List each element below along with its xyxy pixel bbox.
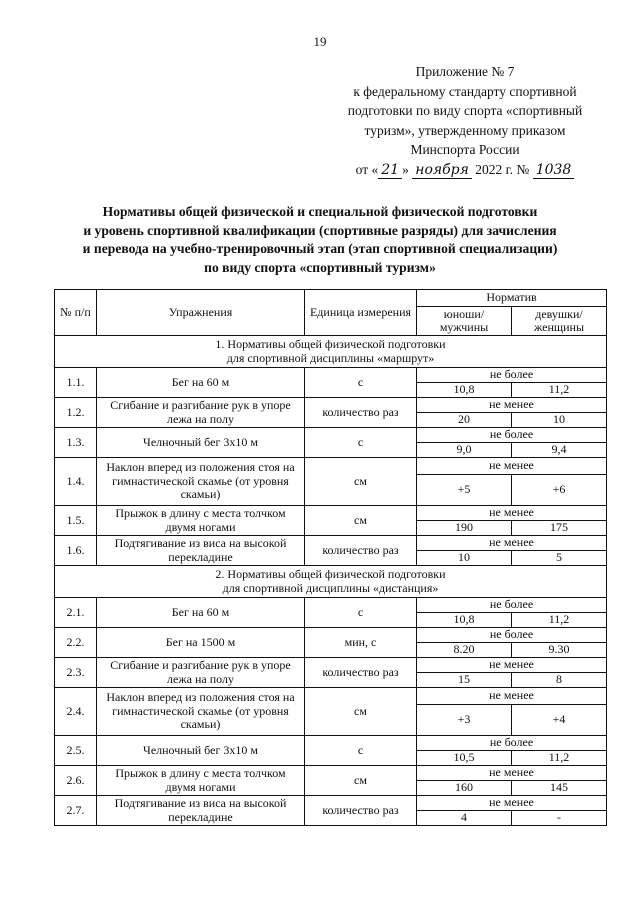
row-unit: с	[305, 368, 417, 398]
row-girls-value: 9,4	[512, 443, 607, 458]
row-boys-value: 10,5	[417, 751, 512, 766]
row-girls-value: 175	[512, 521, 607, 536]
section-1-heading: 1. Нормативы общей физической подготовки для спортивной дисциплины «маршрут»	[55, 336, 607, 368]
annex-block	[338, 62, 592, 180]
row-num: 2.2.	[55, 628, 97, 658]
title-line-4: по виду спорта «спортивный туризм»	[204, 259, 436, 275]
row-num: 1.5.	[55, 506, 97, 536]
row-unit: см	[305, 766, 417, 796]
annex-line-2: к федеральному стандарту спортивной	[353, 83, 577, 99]
row-boys-value: 10	[417, 551, 512, 566]
row-boys-value: 160	[417, 781, 512, 796]
annex-line-5: Минспорта России	[410, 142, 520, 157]
row-exercise: Наклон вперед из положения стоя на гимнастической скамье (от уровня скамьи)	[97, 688, 305, 736]
row-boys-value: +3	[417, 705, 512, 736]
annex-date-line	[338, 160, 592, 181]
row-num: 2.4.	[55, 688, 97, 736]
row-exercise: Наклон вперед из положения стоя на гимнастической скамье (от уровня скамьи)	[97, 458, 305, 506]
header-exercise: Упражнения	[97, 290, 305, 336]
row-condition: не менее	[417, 506, 607, 521]
header-norm: Норматив	[417, 290, 607, 307]
row-condition: не менее	[417, 658, 607, 673]
row-num: 2.3.	[55, 658, 97, 688]
row-boys-value: 20	[417, 413, 512, 428]
row-condition: не более	[417, 598, 607, 613]
row-boys-value: 9,0	[417, 443, 512, 458]
order-number-handwritten: 1038	[533, 162, 575, 179]
row-unit: с	[305, 428, 417, 458]
row-exercise: Бег на 60 м	[97, 598, 305, 628]
row-condition: не менее	[417, 536, 607, 551]
row-condition: не более	[417, 628, 607, 643]
row-condition: не менее	[417, 796, 607, 811]
row-girls-value: 11,2	[512, 613, 607, 628]
row-unit: см	[305, 506, 417, 536]
row-boys-value: +5	[417, 475, 512, 506]
row-condition: не более	[417, 736, 607, 751]
row-girls-value: 11,2	[512, 751, 607, 766]
row-condition: не более	[417, 428, 607, 443]
row-girls-value: 11,2	[512, 383, 607, 398]
date-year: 2022 г. №	[475, 161, 530, 177]
row-exercise: Прыжок в длину с места толчком двумя ногами	[97, 766, 305, 796]
date-month-handwritten: ноября	[412, 162, 472, 179]
row-condition: не менее	[417, 766, 607, 781]
header-num: № п/п	[55, 290, 97, 336]
row-num: 2.1.	[55, 598, 97, 628]
date-prefix: от «	[355, 161, 379, 177]
row-boys-value: 10,8	[417, 613, 512, 628]
row-exercise: Подтягивание из виса на высокой перекладине	[97, 536, 305, 566]
row-condition: не более	[417, 368, 607, 383]
row-exercise: Сгибание и разгибание рук в упоре лежа на полу	[97, 398, 305, 428]
title-line-1: Нормативы общей физической и специальной физической подготовки	[102, 204, 538, 219]
header-girls: девушки/ женщины	[512, 307, 607, 336]
title-line-2: и уровень спортивной квалификации (спортивные разряды) для зачисления	[83, 222, 557, 238]
row-girls-value: -	[512, 811, 607, 826]
document-title	[40, 203, 600, 277]
row-num: 1.2.	[55, 398, 97, 428]
row-girls-value: 10	[512, 413, 607, 428]
header-unit: Единица измерения	[305, 290, 417, 336]
row-unit: количество раз	[305, 536, 417, 566]
annex-line-4: туризм», утвержденному приказом	[364, 122, 566, 138]
row-girls-value: +6	[512, 475, 607, 506]
row-num: 1.4.	[55, 458, 97, 506]
page-number: 19	[313, 34, 327, 49]
row-num: 2.7.	[55, 796, 97, 826]
row-girls-value: 5	[512, 551, 607, 566]
row-boys-value: 4	[417, 811, 512, 826]
norms-table	[54, 289, 607, 826]
row-unit: количество раз	[305, 658, 417, 688]
title-line-3: и перевода на учебно-тренировочный этап (этап спортивной специализации)	[82, 241, 558, 256]
header-boys: юноши/ мужчины	[417, 307, 512, 336]
row-num: 1.6.	[55, 536, 97, 566]
row-exercise: Сгибание и разгибание рук в упоре лежа на полу	[97, 658, 305, 688]
row-unit: с	[305, 598, 417, 628]
row-unit: см	[305, 458, 417, 506]
row-boys-value: 15	[417, 673, 512, 688]
row-condition: не менее	[417, 398, 607, 413]
row-exercise: Бег на 60 м	[97, 368, 305, 398]
row-unit: см	[305, 688, 417, 736]
annex-line-3: подготовки по виду спорта «спортивный	[347, 103, 583, 118]
row-num: 1.1.	[55, 368, 97, 398]
row-unit: количество раз	[305, 398, 417, 428]
row-num: 2.6.	[55, 766, 97, 796]
row-boys-value: 8.20	[417, 643, 512, 658]
date-mid: »	[402, 161, 409, 177]
date-day-handwritten: 21	[378, 162, 402, 179]
row-unit: количество раз	[305, 796, 417, 826]
row-girls-value: 9.30	[512, 643, 607, 658]
row-exercise: Челночный бег 3х10 м	[97, 428, 305, 458]
row-boys-value: 10,8	[417, 383, 512, 398]
row-girls-value: 8	[512, 673, 607, 688]
row-exercise: Челночный бег 3х10 м	[97, 736, 305, 766]
row-boys-value: 190	[417, 521, 512, 536]
row-exercise: Подтягивание из виса на высокой перекладине	[97, 796, 305, 826]
row-girls-value: +4	[512, 705, 607, 736]
section-2-heading: 2. Нормативы общей физической подготовки для спортивной дисциплины «дистанция»	[55, 566, 607, 598]
row-unit: мин, с	[305, 628, 417, 658]
row-exercise: Бег на 1500 м	[97, 628, 305, 658]
annex-line-1: Приложение № 7	[415, 64, 515, 79]
row-condition: не менее	[417, 688, 607, 705]
row-num: 1.3.	[55, 428, 97, 458]
row-condition: не менее	[417, 458, 607, 475]
row-exercise: Прыжок в длину с места толчком двумя ногами	[97, 506, 305, 536]
row-num: 2.5.	[55, 736, 97, 766]
row-girls-value: 145	[512, 781, 607, 796]
row-unit: с	[305, 736, 417, 766]
